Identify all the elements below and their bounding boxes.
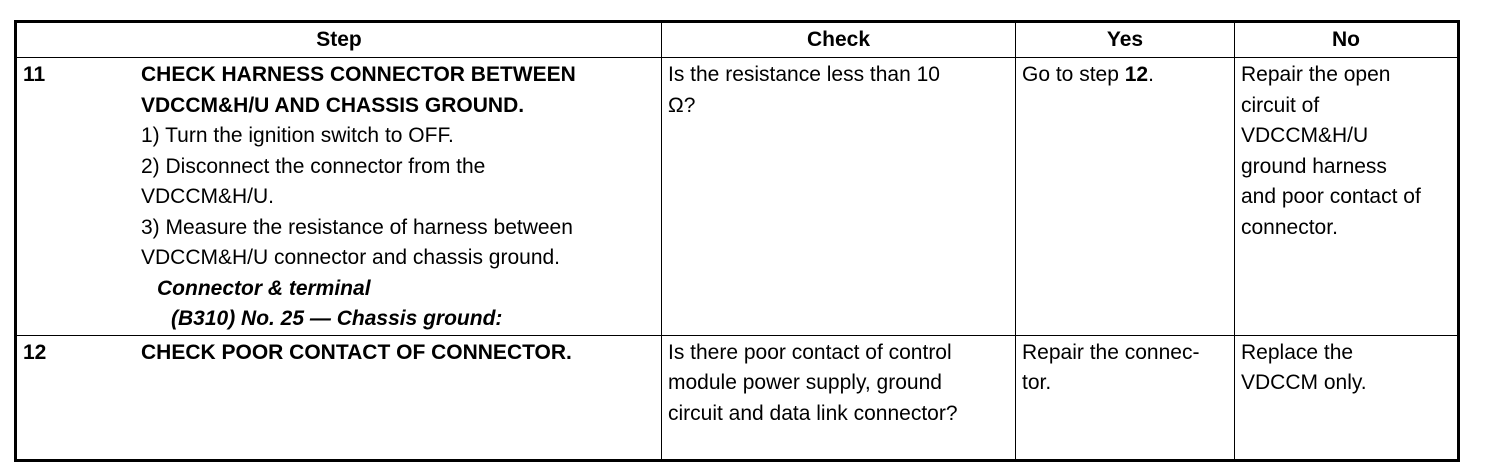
- table-row: [16, 335, 1459, 460]
- condition-label: Connector & terminal: [157, 276, 371, 300]
- no-text: connector.: [1241, 215, 1338, 239]
- header-step: Step: [16, 22, 662, 58]
- no-text: VDCCM&H/U: [1241, 124, 1369, 147]
- step-title: VDCCM&H/U AND CHASSIS GROUND.: [141, 93, 525, 117]
- yes-text: tor.: [1022, 371, 1052, 394]
- check-text: Ω?: [668, 93, 696, 117]
- header-no: No: [1235, 22, 1459, 58]
- step-title: CHECK POOR CONTACT OF CONNECTOR.: [141, 340, 572, 364]
- step-instruction: 1) Turn the ignition switch to OFF.: [141, 124, 454, 147]
- no-cell: [1235, 335, 1459, 460]
- check-text: circuit and data link connector?: [668, 401, 958, 425]
- check-text: Is the resistance less than 10: [668, 63, 940, 86]
- step-cell: [16, 335, 662, 460]
- diagnostic-table: [14, 20, 1460, 462]
- step-title: CHECK HARNESS CONNECTOR BETWEEN: [141, 63, 576, 86]
- step-content: [141, 60, 655, 335]
- check-cell: [662, 335, 1016, 460]
- step-instruction: 2) Disconnect the connector from the: [141, 154, 486, 178]
- condition-value: (B310) No. 25 — Chassis ground:: [171, 307, 503, 330]
- yes-text: Repair the connec-: [1022, 340, 1200, 364]
- check-text: module power supply, ground: [668, 371, 942, 394]
- step-cell: [16, 58, 662, 336]
- header-yes: Yes: [1016, 22, 1235, 58]
- no-cell: [1235, 58, 1459, 336]
- step-instruction: VDCCM&H/U.: [141, 185, 275, 208]
- step-instruction: 3) Measure the resistance of harness between: [141, 215, 573, 239]
- step-number: 11: [23, 63, 46, 86]
- no-text: VDCCM only.: [1241, 371, 1367, 394]
- check-text: Is there poor contact of control: [668, 340, 952, 364]
- no-text: Repair the open: [1241, 63, 1391, 86]
- no-text: Replace the: [1241, 340, 1354, 364]
- step-number: 12: [23, 340, 47, 364]
- no-text: and poor contact of: [1241, 185, 1421, 208]
- check-cell: [662, 58, 1016, 336]
- yes-suffix: .: [1148, 63, 1154, 86]
- yes-text: Go to step: [1022, 63, 1125, 86]
- step-content: [141, 338, 655, 369]
- yes-cell: [1016, 335, 1235, 460]
- header-row: [16, 22, 1459, 58]
- step-ref-link[interactable]: 12: [1124, 63, 1149, 86]
- yes-cell: [1016, 58, 1235, 336]
- header-check: Check: [662, 22, 1016, 58]
- no-text: circuit of: [1241, 93, 1320, 117]
- step-instruction: VDCCM&H/U connector and chassis ground.: [141, 246, 561, 269]
- table-row: [16, 58, 1459, 336]
- no-text: ground harness: [1241, 154, 1387, 178]
